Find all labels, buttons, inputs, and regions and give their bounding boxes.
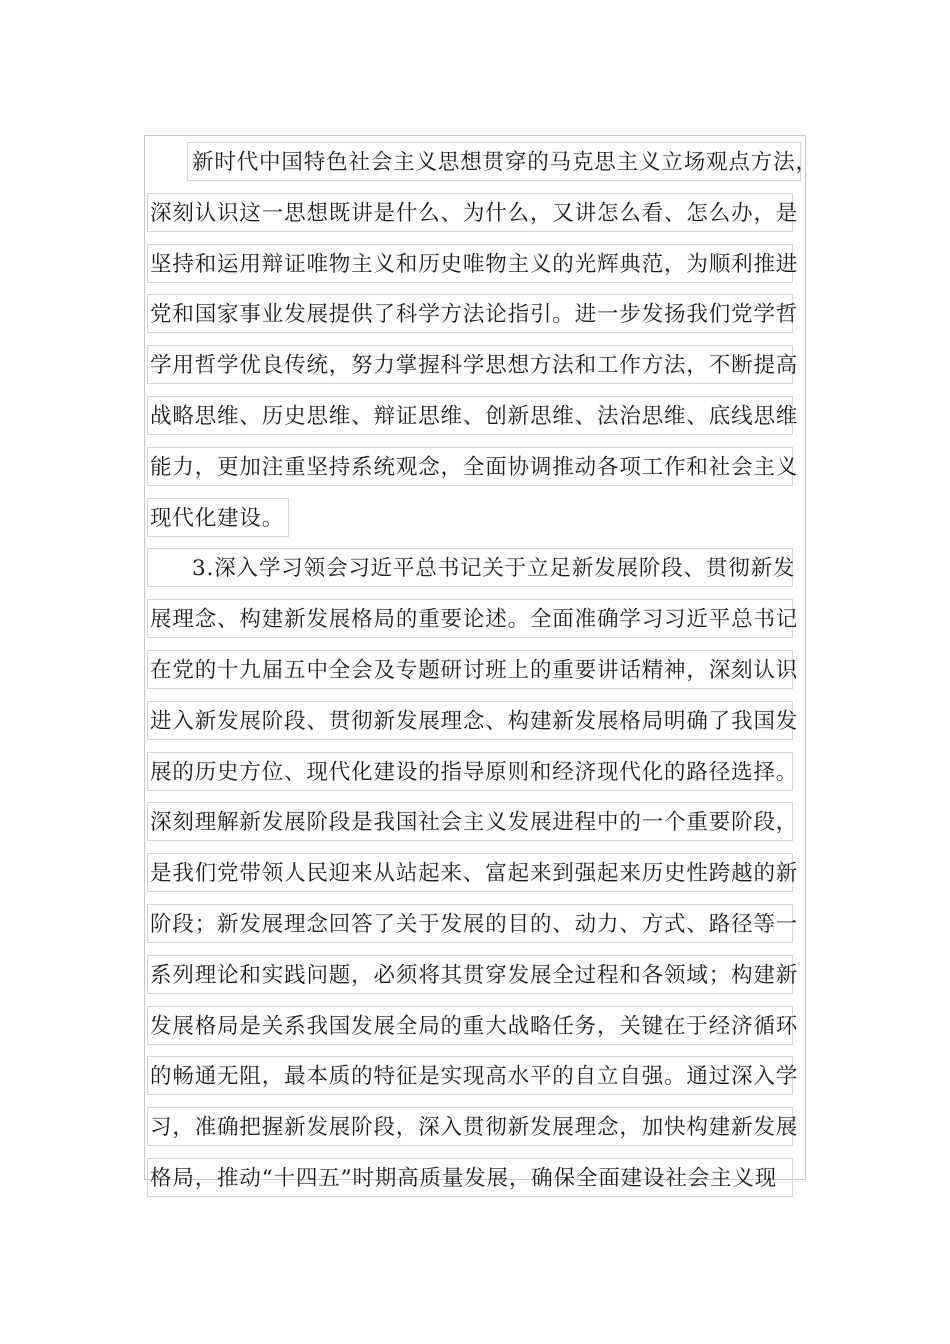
text-line: 学用哲学优良传统，努力掌握科学思想方法和工作方法，不断提高 xyxy=(147,345,793,384)
text-line: 能力，更加注重坚持系统观念，全面协调推动各项工作和社会主义 xyxy=(147,447,793,486)
text-line: 3.深入学习领会习近平总书记关于立足新发展阶段、贯彻新发 xyxy=(147,548,793,587)
text-line: 深刻理解新发展阶段是我国社会主义发展进程中的一个重要阶段， xyxy=(147,802,793,841)
text-line: 习，准确把握新发展阶段，深入贯彻新发展理念，加快构建新发展 xyxy=(147,1107,793,1146)
text-line: 发展格局是关系我国发展全局的重大战略任务，关键在于经济循环 xyxy=(147,1006,793,1045)
text-line: 阶段；新发展理念回答了关于发展的目的、动力、方式、路径等一 xyxy=(147,904,793,943)
text-line: 展理念、构建新发展格局的重要论述。全面准确学习习近平总书记 xyxy=(147,599,793,638)
text-line: 现代化建设。 xyxy=(147,498,289,537)
text-line: 在党的十九届五中全会及专题研讨班上的重要讲话精神，深刻认识 xyxy=(147,650,793,689)
text-line: 格局，推动“十四五”时期高质量发展，确保全面建设社会主义现 xyxy=(147,1158,793,1197)
text-line: 的畅通无阻，最本质的特征是实现高水平的自立自强。通过深入学 xyxy=(147,1056,793,1095)
text-line: 战略思维、历史思维、辩证思维、创新思维、法治思维、底线思维 xyxy=(147,396,793,435)
paragraph-1-line-1-row xyxy=(147,142,818,181)
text-line: 是我们党带领人民迎来从站起来、富起来到强起来历史性跨越的新 xyxy=(147,853,793,892)
document-body xyxy=(147,142,818,1209)
paragraph-1-last-row xyxy=(147,498,807,537)
text-line: 坚持和运用辩证唯物主义和历史唯物主义的光辉典范，为顺利推进 xyxy=(147,244,793,283)
text-line: 党和国家事业发展提供了科学方法论指引。进一步发扬我们党学哲 xyxy=(147,294,793,333)
text-line: 进入新发展阶段、贯彻新发展理念、构建新发展格局明确了我国发 xyxy=(147,701,793,740)
text-line: 系列理论和实践问题，必须将其贯穿发展全过程和各领域；构建新 xyxy=(147,955,793,994)
text-line: 新时代中国特色社会主义思想贯穿的马克思主义立场观点方法， xyxy=(187,142,801,181)
text-line: 展的历史方位、现代化建设的指导原则和经济现代化的路径选择。 xyxy=(147,752,793,791)
text-line: 深刻认识这一思想既讲是什么、为什么，又讲怎么看、怎么办，是 xyxy=(147,193,793,232)
